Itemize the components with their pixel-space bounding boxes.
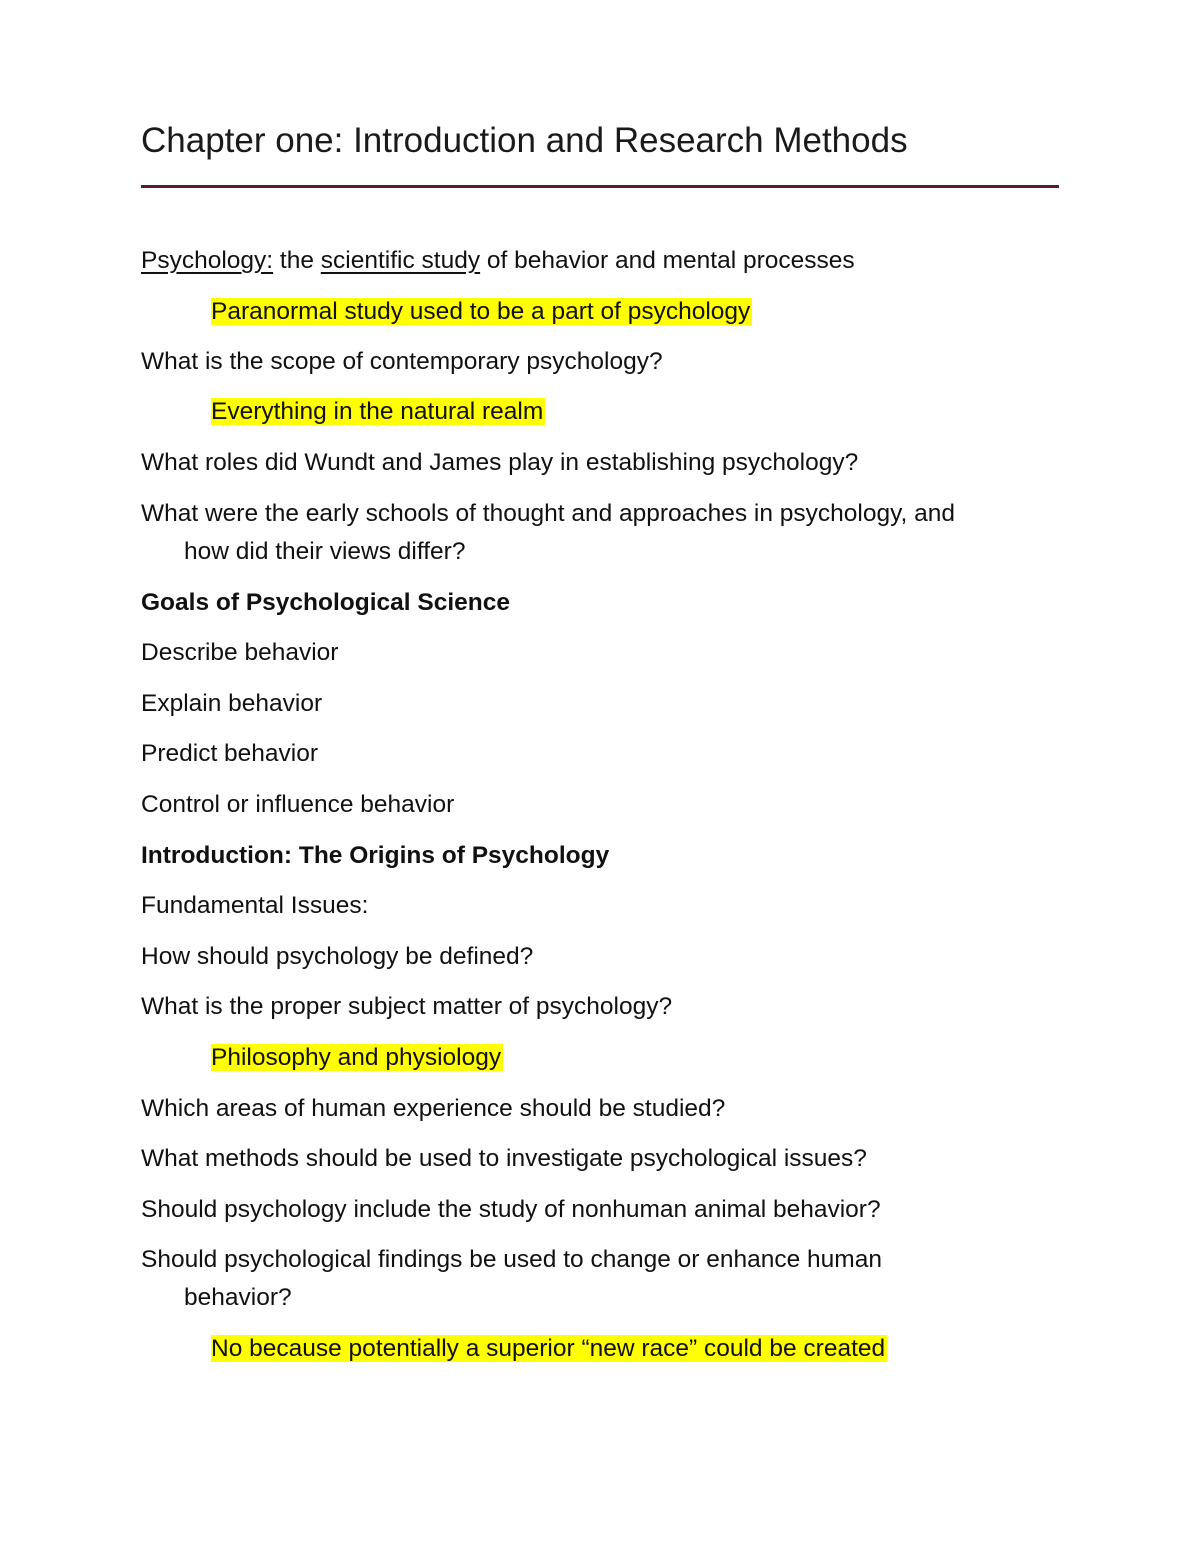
highlighted-note: Everything in the natural realm (211, 398, 544, 425)
definition-key-phrase: scientific study (320, 247, 481, 274)
definition-line (141, 242, 855, 280)
question-line: Which areas of human experience should be studied? (141, 1095, 726, 1122)
note-line (211, 393, 545, 431)
question-line-continued: behavior? (184, 1284, 292, 1311)
note-line (211, 1330, 887, 1368)
highlighted-note: Philosophy and physiology (211, 1044, 502, 1071)
question-line: What is the proper subject matter of psychology? (141, 993, 673, 1020)
question-line: What methods should be used to investigate psychological issues? (141, 1145, 867, 1172)
definition-term: Psychology: (141, 247, 274, 274)
section-heading: Introduction: The Origins of Psychology (141, 842, 610, 869)
subheading: Fundamental Issues: (141, 892, 369, 919)
question-line: How should psychology be defined? (141, 943, 534, 970)
definition-rest: of behavior and mental processes (480, 247, 855, 274)
question-line: What were the early schools of thought and approaches in psychology, and (141, 500, 955, 527)
question-line-continued: how did their views differ? (184, 538, 466, 565)
chapter-title: Chapter one: Introduction and Research Methods (141, 121, 908, 160)
list-item: Predict behavior (141, 740, 319, 767)
question-line: Should psychology include the study of nonhuman animal behavior? (141, 1196, 881, 1223)
question-line: What is the scope of contemporary psychology? (141, 348, 663, 375)
list-item: Explain behavior (141, 690, 323, 717)
question-line: What roles did Wundt and James play in establishing psychology? (141, 449, 859, 476)
section-heading: Goals of Psychological Science (141, 589, 510, 616)
list-item: Control or influence behavior (141, 791, 455, 818)
title-divider (141, 185, 1059, 188)
question-line: Should psychological findings be used to change or enhance human (141, 1246, 882, 1273)
highlighted-note: No because potentially a superior “new race” could be created (211, 1335, 886, 1362)
highlighted-note: Paranormal study used to be a part of psychology (211, 298, 751, 325)
definition-the: the (273, 247, 321, 274)
list-item: Describe behavior (141, 639, 339, 666)
note-line (211, 293, 752, 331)
note-line (211, 1039, 503, 1077)
